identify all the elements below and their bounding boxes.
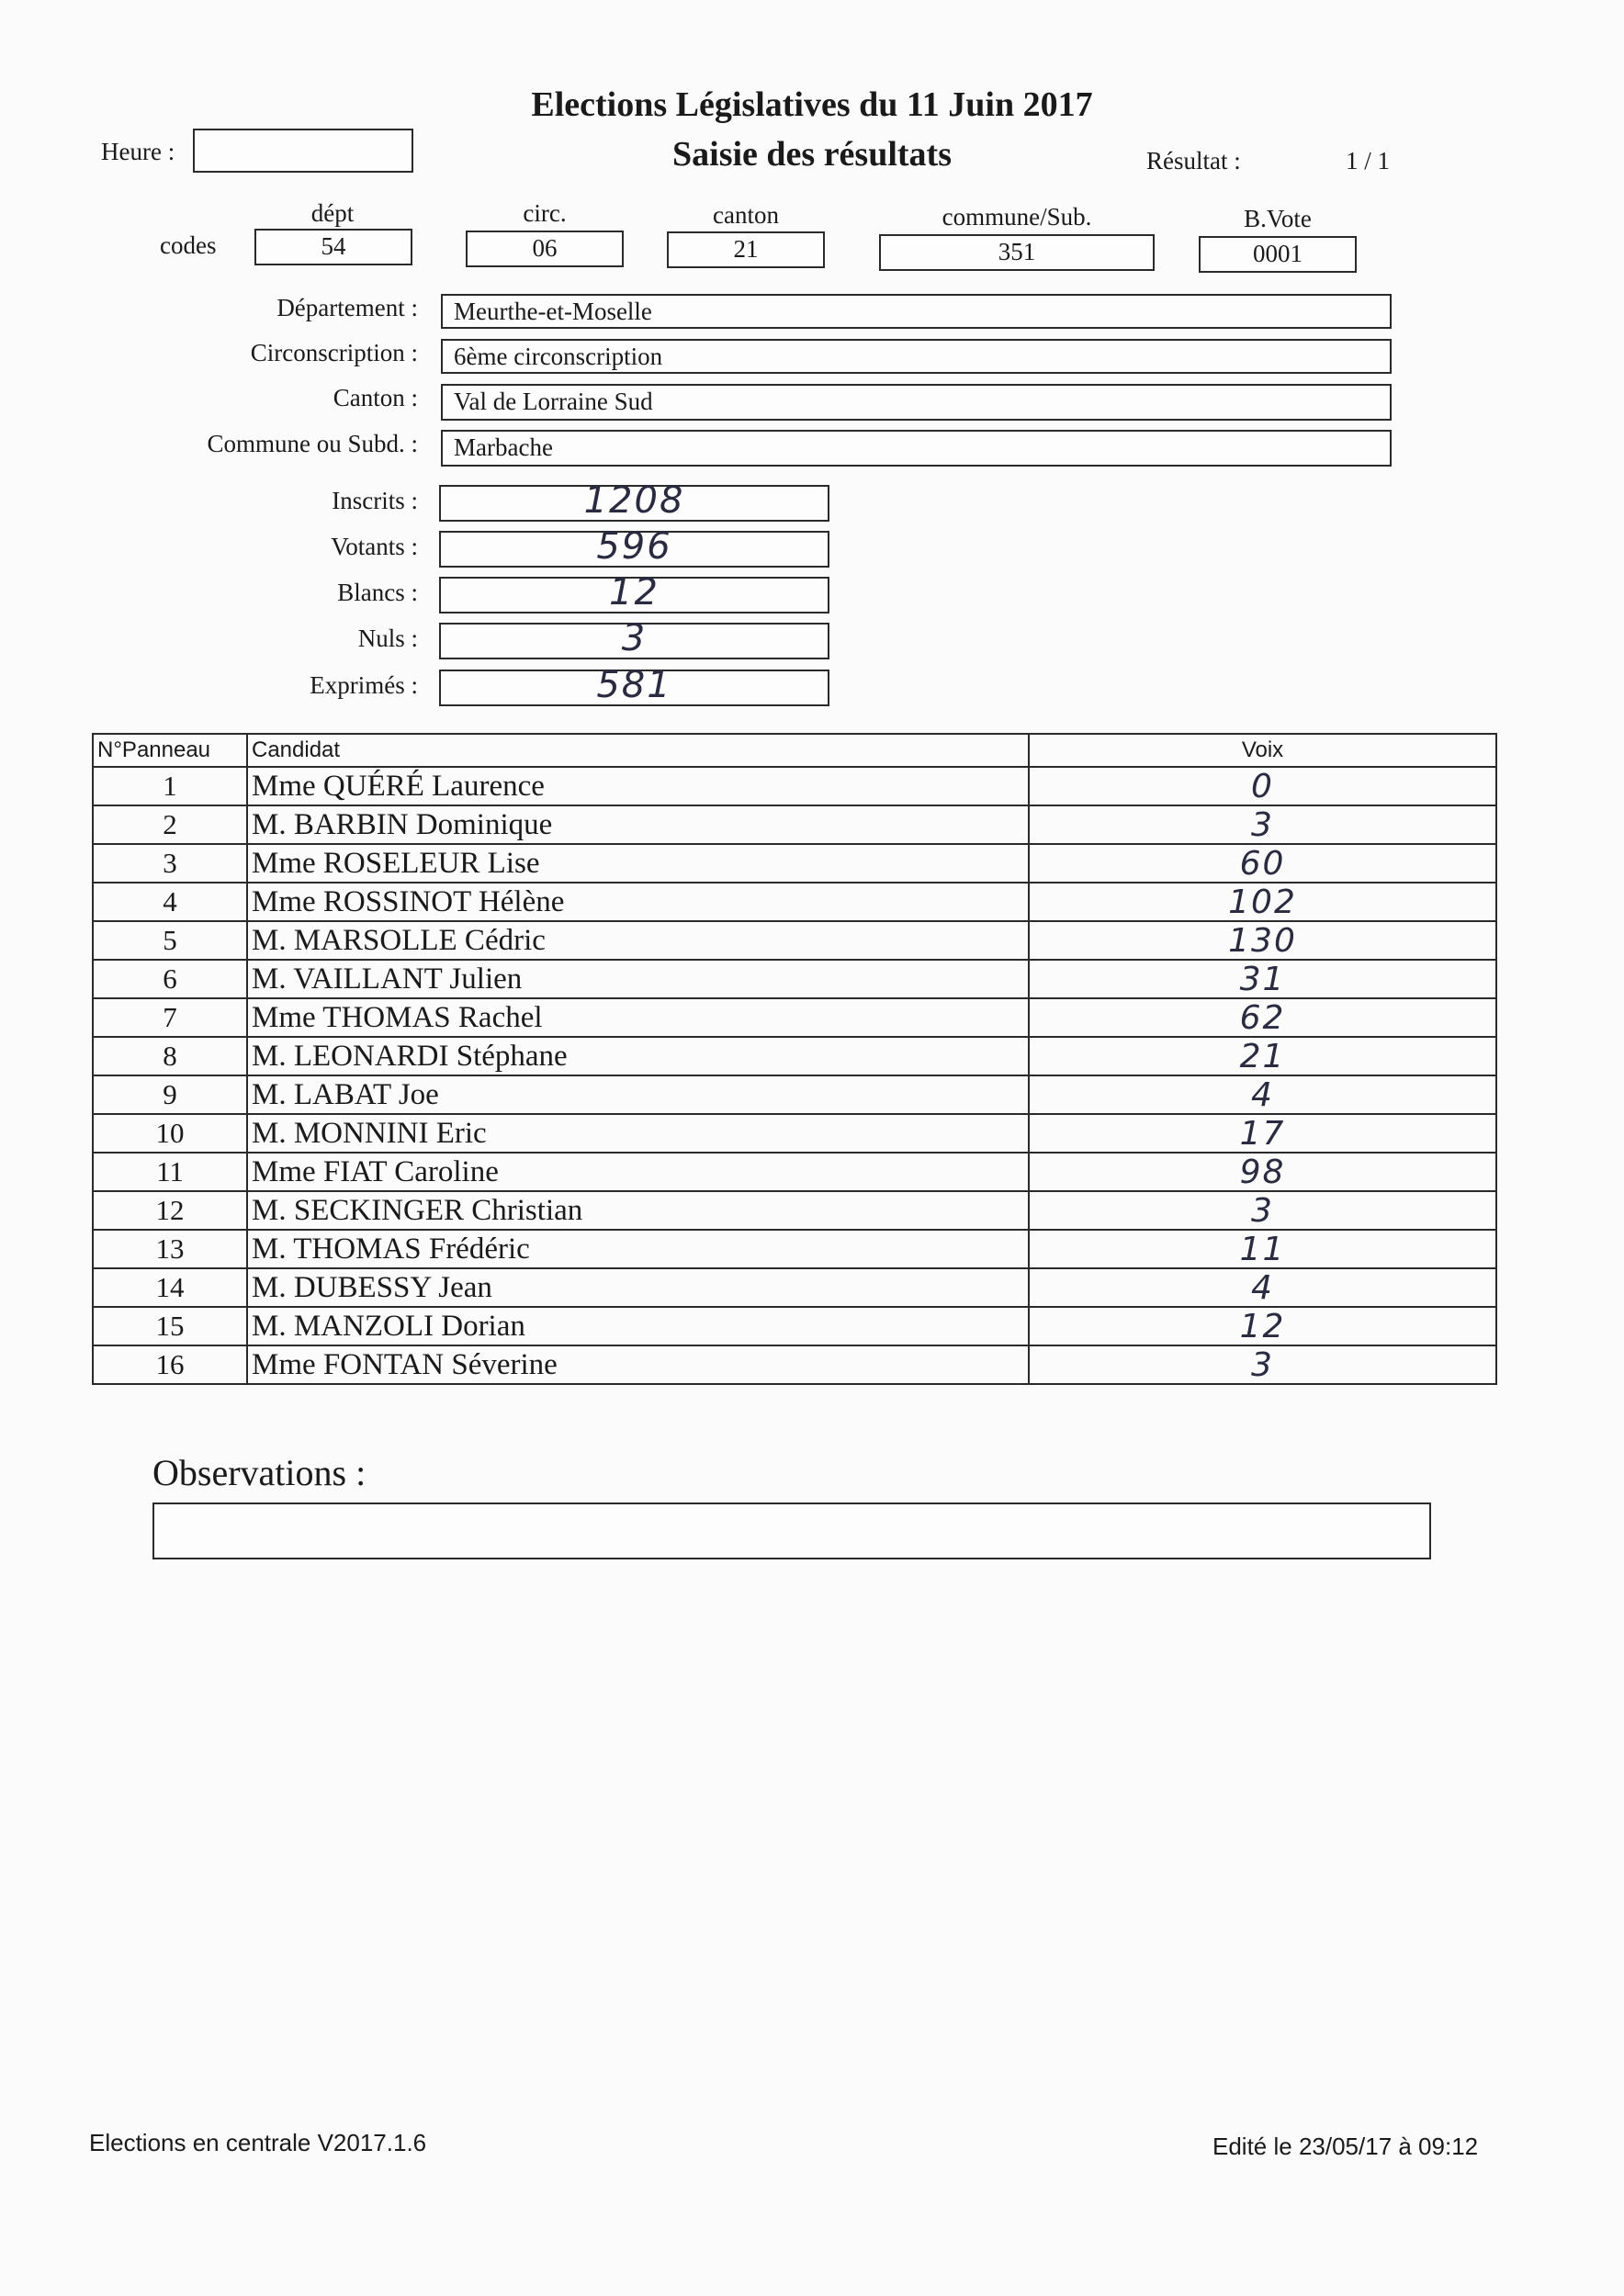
voix-value: 17 (1239, 1115, 1286, 1153)
candidate-name: M. MANZOLI Dorian (247, 1307, 1029, 1345)
voix-value: 31 (1239, 961, 1286, 998)
form-title: Elections Législatives du 11 Juin 2017 (531, 85, 1093, 124)
blancs-label: Blancs : (337, 579, 418, 606)
table-row (93, 1037, 1496, 1075)
candidate-name: M. SECKINGER Christian (247, 1191, 1029, 1230)
panneau-number: 9 (93, 1075, 247, 1114)
observations-field[interactable] (152, 1503, 1431, 1559)
candidate-name: Mme FONTAN Séverine (247, 1345, 1029, 1384)
panneau-number: 15 (93, 1307, 247, 1345)
candidate-name: M. THOMAS Frédéric (247, 1230, 1029, 1268)
canton-code-label: canton (713, 201, 779, 229)
dept-code-field[interactable] (254, 229, 412, 265)
departement-label: Département : (276, 294, 418, 321)
panneau-number: 7 (93, 998, 247, 1037)
resultat-value: 1 / 1 (1346, 147, 1391, 174)
candidate-name: M. BARBIN Dominique (247, 805, 1029, 844)
departement-value: Meurthe-et-Moselle (454, 298, 652, 325)
voix-field[interactable] (1029, 1037, 1496, 1075)
table-row (93, 1268, 1496, 1307)
table-row (93, 921, 1496, 960)
heure-field[interactable] (193, 129, 413, 173)
commune-code-label: commune/Sub. (942, 203, 1092, 231)
commune-code-field[interactable] (879, 234, 1155, 271)
footer-version: Elections en centrale V2017.1.6 (89, 2129, 427, 2156)
candidate-name: Mme QUÉRÉ Laurence (247, 767, 1029, 805)
votants-value: 596 (596, 525, 672, 568)
canton-label: Canton : (333, 384, 418, 411)
bvote-code-label: B.Vote (1244, 205, 1312, 232)
table-row (93, 1307, 1496, 1345)
candidate-name: M. MONNINI Eric (247, 1114, 1029, 1153)
bvote-code-field[interactable] (1199, 236, 1357, 273)
exprimes-label: Exprimés : (310, 671, 418, 699)
candidate-name: Mme ROSSINOT Hélène (247, 883, 1029, 921)
table-row (93, 805, 1496, 844)
commune-field[interactable] (441, 430, 1392, 467)
voix-value: 102 (1228, 884, 1297, 921)
nuls-label: Nuls : (357, 625, 418, 652)
inscrits-label: Inscrits : (332, 487, 418, 514)
voix-value: 4 (1251, 1269, 1274, 1307)
table-row (93, 998, 1496, 1037)
candidate-name: Mme ROSELEUR Lise (247, 844, 1029, 883)
table-row (93, 1153, 1496, 1191)
voix-field[interactable] (1029, 805, 1496, 844)
voix-field[interactable] (1029, 1268, 1496, 1307)
voix-value: 60 (1239, 845, 1286, 883)
commune-label: Commune ou Subd. : (207, 430, 418, 457)
voix-field[interactable] (1029, 1345, 1496, 1384)
voix-value: 3 (1251, 806, 1274, 844)
voix-value: 3 (1251, 1192, 1274, 1230)
results-body (93, 767, 1496, 1384)
commune-value: Marbache (454, 433, 553, 461)
panneau-number: 11 (93, 1153, 247, 1191)
voix-value: 98 (1239, 1154, 1286, 1191)
inscrits-field[interactable] (439, 479, 829, 522)
canton-value: Val de Lorraine Sud (454, 388, 653, 415)
col-panneau-header: N°Panneau (93, 734, 247, 767)
footer-edit-date: Edité le 23/05/17 à 09:12 (1212, 2133, 1479, 2160)
table-row (93, 844, 1496, 883)
voix-field[interactable] (1029, 960, 1496, 998)
panneau-number: 8 (93, 1037, 247, 1075)
panneau-number: 4 (93, 883, 247, 921)
circ-code-field[interactable] (466, 231, 624, 267)
voix-field[interactable] (1029, 921, 1496, 960)
table-row (93, 883, 1496, 921)
candidate-name: Mme THOMAS Rachel (247, 998, 1029, 1037)
candidate-name: M. LEONARDI Stéphane (247, 1037, 1029, 1075)
voix-field[interactable] (1029, 767, 1496, 805)
table-row (93, 1075, 1496, 1114)
bvote-code-value: 0001 (1253, 240, 1303, 267)
votants-label: Votants : (331, 533, 418, 560)
blancs-value: 12 (609, 571, 660, 613)
circonscription-label: Circonscription : (250, 339, 418, 366)
panneau-number: 2 (93, 805, 247, 844)
nuls-field[interactable] (439, 617, 829, 659)
canton-code-field[interactable] (667, 231, 825, 268)
voix-value: 11 (1239, 1231, 1286, 1268)
blancs-field[interactable] (439, 571, 829, 613)
col-voix-header: Voix (1029, 734, 1496, 767)
codes-label: codes (160, 231, 217, 259)
voix-value: 21 (1239, 1038, 1286, 1075)
col-candidat-header: Candidat (247, 734, 1029, 767)
panneau-number: 10 (93, 1114, 247, 1153)
table-row (93, 1191, 1496, 1230)
candidate-name: M. DUBESSY Jean (247, 1268, 1029, 1307)
table-row (93, 1114, 1496, 1153)
canton-code-value: 21 (733, 235, 759, 263)
exprimes-field[interactable] (439, 664, 829, 706)
form-subtitle: Saisie des résultats (672, 135, 952, 174)
table-row (93, 1345, 1496, 1384)
panneau-number: 3 (93, 844, 247, 883)
voix-field[interactable] (1029, 844, 1496, 883)
panneau-number: 16 (93, 1345, 247, 1384)
candidate-name: Mme FIAT Caroline (247, 1153, 1029, 1191)
voix-field[interactable] (1029, 883, 1496, 921)
voix-field[interactable] (1029, 998, 1496, 1037)
voix-field[interactable] (1029, 1114, 1496, 1153)
voix-field[interactable] (1029, 1307, 1496, 1345)
voix-field[interactable] (1029, 1230, 1496, 1268)
observations-label: Observations : (152, 1452, 367, 1493)
voix-value: 130 (1228, 922, 1297, 960)
dept-code-label: dépt (310, 199, 355, 227)
panneau-number: 5 (93, 921, 247, 960)
departement-field[interactable] (441, 294, 1392, 329)
panneau-number: 13 (93, 1230, 247, 1268)
circonscription-value: 6ème circonscription (454, 343, 663, 370)
votants-field[interactable] (439, 525, 829, 568)
circonscription-field[interactable] (441, 339, 1392, 374)
table-header-row (93, 734, 1496, 767)
panneau-number: 12 (93, 1191, 247, 1230)
table-row (93, 1230, 1496, 1268)
panneau-number: 1 (93, 767, 247, 805)
nuls-value: 3 (621, 617, 648, 659)
heure-label: Heure : (101, 138, 175, 165)
resultat-label: Résultat : (1146, 147, 1241, 174)
voix-value: 62 (1239, 999, 1286, 1037)
voix-field[interactable] (1029, 1153, 1496, 1191)
panneau-number: 6 (93, 960, 247, 998)
candidate-name: M. VAILLANT Julien (247, 960, 1029, 998)
canton-field[interactable] (441, 384, 1392, 421)
voix-value: 12 (1239, 1308, 1286, 1345)
panneau-number: 14 (93, 1268, 247, 1307)
voix-field[interactable] (1029, 1075, 1496, 1114)
candidate-name: M. MARSOLLE Cédric (247, 921, 1029, 960)
commune-code-value: 351 (998, 238, 1036, 265)
table-row (93, 960, 1496, 998)
voix-field[interactable] (1029, 1191, 1496, 1230)
circ-code-value: 06 (532, 234, 558, 262)
circ-code-label: circ. (523, 199, 567, 227)
inscrits-value: 1208 (583, 479, 685, 522)
voix-value: 4 (1251, 1076, 1274, 1114)
exprimes-value: 581 (596, 664, 672, 706)
candidate-name: M. LABAT Joe (247, 1075, 1029, 1114)
table-row (93, 767, 1496, 805)
results-table (92, 733, 1497, 1385)
voix-value: 3 (1251, 1346, 1274, 1384)
voix-value: 0 (1251, 768, 1274, 805)
dept-code-value: 54 (321, 232, 346, 260)
